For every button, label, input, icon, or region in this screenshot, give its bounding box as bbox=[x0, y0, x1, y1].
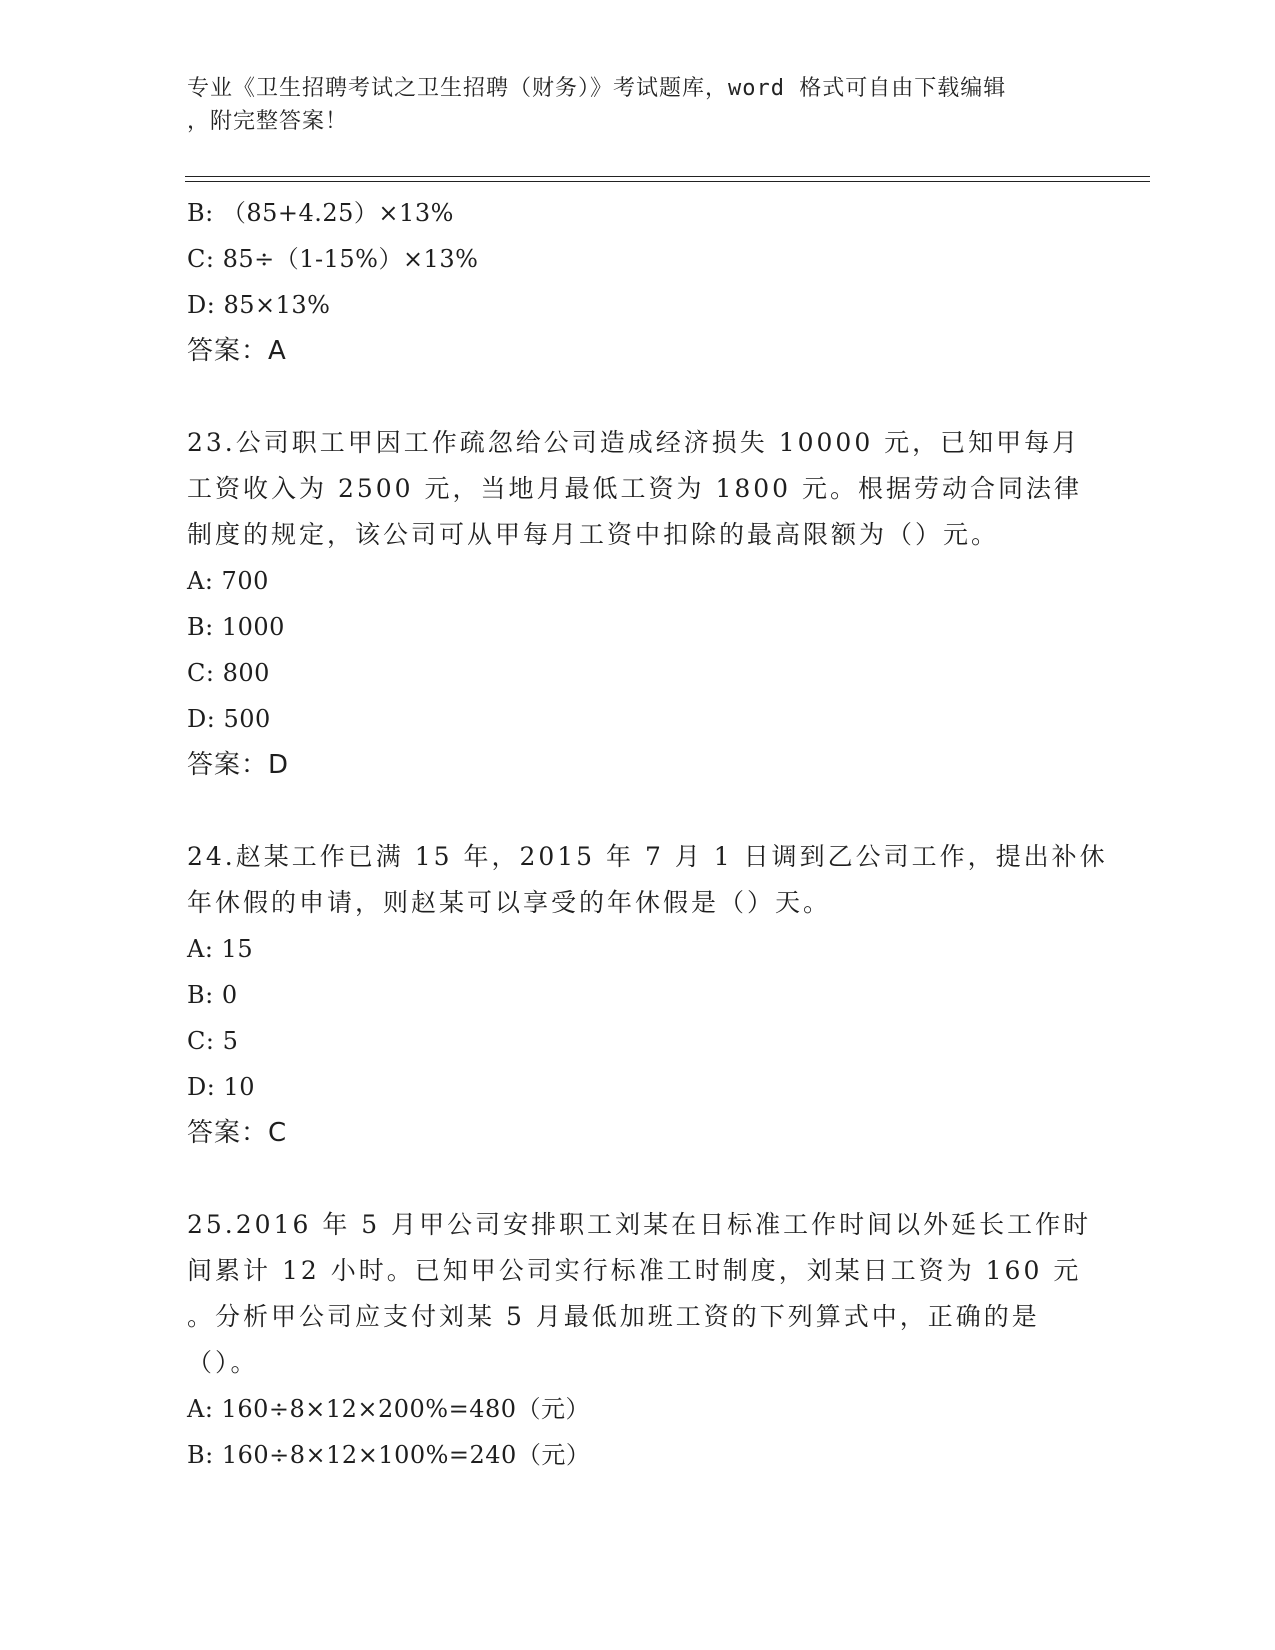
option-a: A: 700 bbox=[187, 567, 269, 595]
option-d: D: 10 bbox=[187, 1073, 255, 1101]
question-text-line: 制度的规定，该公司可从甲每月工资中扣除的最高限额为（）元。 bbox=[187, 520, 1000, 549]
answer-line: 答案：A bbox=[187, 336, 287, 366]
question-list bbox=[187, 190, 1108, 1478]
question-text-line: 年休假的申请，则赵某可以享受的年休假是（）天。 bbox=[187, 888, 832, 917]
answer-line: 答案：D bbox=[187, 750, 290, 780]
header-line-2: ，附完整答案！ bbox=[187, 109, 349, 134]
question-25 bbox=[187, 1202, 1092, 1478]
question-text bbox=[187, 1202, 1092, 1386]
option-b: B: （85+4.25）×13% bbox=[187, 199, 454, 227]
option-d: D: 500 bbox=[187, 705, 271, 733]
option-a: A: 160÷8×12×200%=480（元） bbox=[187, 1395, 591, 1423]
option-c: C: 800 bbox=[187, 659, 270, 687]
question-text-line: 23.公司职工甲因工作疏忽给公司造成经济损失 10000 元，已知甲每月 bbox=[187, 428, 1081, 457]
question-text-line: 24.赵某工作已满 15 年，2015 年 7 月 1 日调到乙公司工作，提出补休 bbox=[187, 842, 1108, 871]
answer-line: 答案：C bbox=[187, 1118, 288, 1148]
option-c: C: 5 bbox=[187, 1027, 239, 1055]
header-divider-bottom bbox=[185, 181, 1150, 182]
question-23 bbox=[187, 420, 1087, 788]
option-b: B: 160÷8×12×100%=240（元） bbox=[187, 1441, 591, 1469]
question-24 bbox=[187, 834, 1108, 1156]
option-b: B: 1000 bbox=[187, 613, 285, 641]
question-text bbox=[187, 420, 1087, 558]
option-c: C: 85÷（1-15%）×13% bbox=[187, 245, 479, 273]
question-text-line: 间累计 12 小时。已知甲公司实行标准工时制度，刘某日工资为 160 元 bbox=[187, 1256, 1082, 1285]
question-text-line: 。分析甲公司应支付刘某 5 月最低加班工资的下列算式中，正确的是 bbox=[187, 1302, 1040, 1331]
question-fragment bbox=[187, 190, 1087, 374]
option-a: A: 15 bbox=[187, 935, 254, 963]
question-text-line: （）。 bbox=[187, 1348, 259, 1377]
option-b: B: 0 bbox=[187, 981, 238, 1009]
option-d: D: 85×13% bbox=[187, 291, 331, 319]
header-divider-top bbox=[185, 176, 1150, 177]
question-text-line: 工资收入为 2500 元，当地月最低工资为 1800 元。根据劳动合同法律 bbox=[187, 474, 1083, 503]
question-text bbox=[187, 834, 1108, 926]
document-header bbox=[187, 72, 1067, 138]
header-line-1: 专业《卫生招聘考试之卫生招聘（财务）》考试题库，word 格式可自由下载编辑 bbox=[187, 76, 1007, 101]
question-text-line: 25.2016 年 5 月甲公司安排职工刘某在日标准工作时间以外延长工作时 bbox=[187, 1210, 1092, 1239]
